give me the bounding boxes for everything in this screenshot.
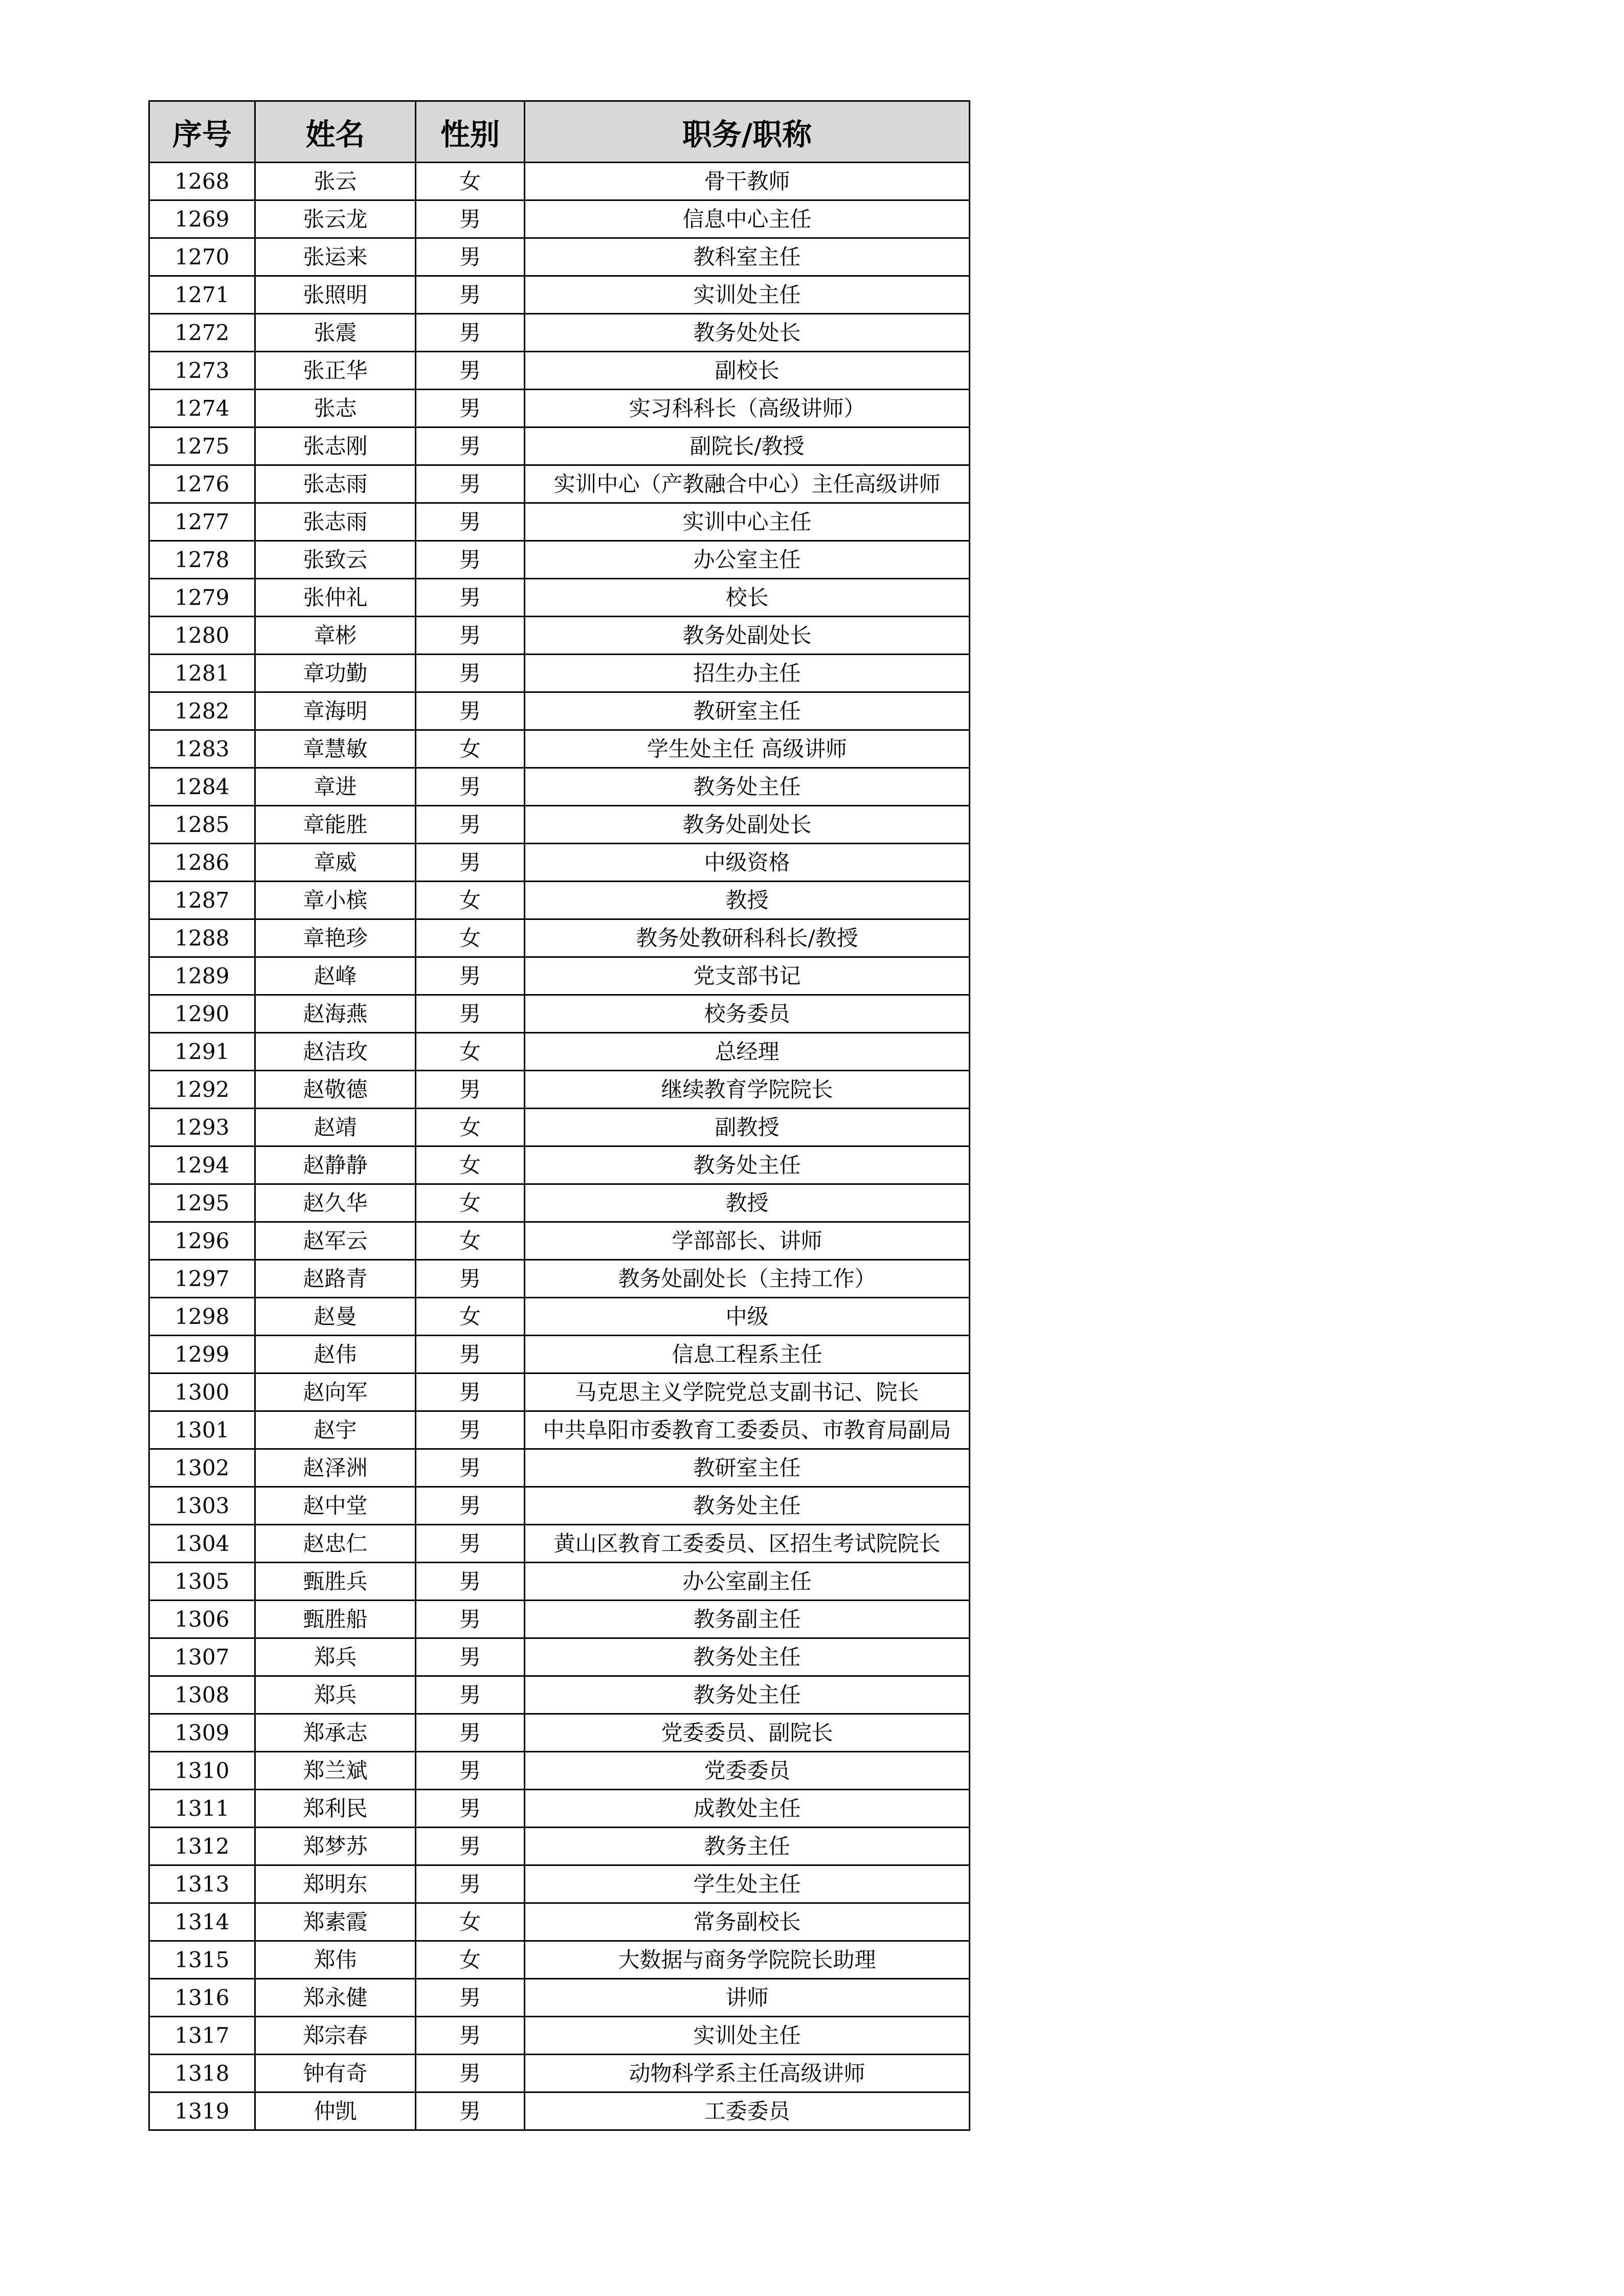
cell-gender: 男: [416, 1336, 525, 1374]
cell-gender: 女: [416, 1109, 525, 1146]
cell-gender: 男: [416, 1449, 525, 1487]
table-row: [149, 768, 970, 806]
cell-number: 1286: [149, 844, 255, 882]
table-row: [149, 1790, 970, 1828]
cell-gender: 女: [416, 1298, 525, 1336]
table-row: [149, 465, 970, 503]
cell-position-title: 教务处主任: [525, 1487, 970, 1525]
cell-name: 郑兵: [255, 1638, 416, 1676]
cell-number: 1300: [149, 1374, 255, 1411]
cell-gender: 男: [416, 1487, 525, 1525]
cell-gender: 男: [416, 957, 525, 995]
cell-name: 郑承志: [255, 1714, 416, 1752]
cell-gender: 男: [416, 617, 525, 655]
table-row: [149, 1714, 970, 1752]
cell-position-title: 实训中心主任: [525, 503, 970, 541]
table-row: [149, 1109, 970, 1146]
cell-name: 赵曼: [255, 1298, 416, 1336]
cell-name: 赵路青: [255, 1260, 416, 1298]
cell-number: 1277: [149, 503, 255, 541]
cell-gender: 男: [416, 995, 525, 1033]
table-row: [149, 1828, 970, 1865]
cell-position-title: 教务处副处长: [525, 806, 970, 844]
cell-position-title: 办公室主任: [525, 541, 970, 579]
cell-name: 章慧敏: [255, 730, 416, 768]
cell-name: 赵泽洲: [255, 1449, 416, 1487]
table-row: [149, 1184, 970, 1222]
cell-gender: 男: [416, 1828, 525, 1865]
cell-gender: 女: [416, 1222, 525, 1260]
cell-name: 郑宗春: [255, 2017, 416, 2055]
cell-gender: 男: [416, 2092, 525, 2130]
cell-gender: 男: [416, 1601, 525, 1638]
cell-position-title: 实习科科长（高级讲师）: [525, 390, 970, 427]
cell-name: 甄胜船: [255, 1601, 416, 1638]
cell-gender: 男: [416, 844, 525, 882]
cell-name: 赵静静: [255, 1146, 416, 1184]
cell-gender: 男: [416, 1676, 525, 1714]
cell-gender: 男: [416, 1563, 525, 1601]
cell-position-title: 中共阜阳市委教育工委委员、市教育局副局: [525, 1411, 970, 1449]
cell-name: 张志刚: [255, 427, 416, 465]
table-body: [149, 163, 970, 2130]
cell-gender: 男: [416, 314, 525, 352]
cell-number: 1282: [149, 692, 255, 730]
cell-number: 1288: [149, 919, 255, 957]
table-row: [149, 1487, 970, 1525]
cell-position-title: 继续教育学院院长: [525, 1071, 970, 1109]
cell-position-title: 党委委员、副院长: [525, 1714, 970, 1752]
cell-number: 1304: [149, 1525, 255, 1563]
cell-number: 1270: [149, 238, 255, 276]
cell-number: 1296: [149, 1222, 255, 1260]
table-row: [149, 1638, 970, 1676]
table-row: [149, 1298, 970, 1336]
cell-position-title: 教务处主任: [525, 1638, 970, 1676]
cell-name: 张云: [255, 163, 416, 200]
table-row: [149, 541, 970, 579]
cell-name: 张志: [255, 390, 416, 427]
cell-number: 1293: [149, 1109, 255, 1146]
cell-number: 1297: [149, 1260, 255, 1298]
cell-number: 1273: [149, 352, 255, 390]
cell-gender: 女: [416, 1903, 525, 1941]
table-row: [149, 390, 970, 427]
cell-number: 1289: [149, 957, 255, 995]
table-header: [149, 101, 970, 163]
cell-gender: 男: [416, 1979, 525, 2017]
cell-name: 赵宇: [255, 1411, 416, 1449]
cell-number: 1287: [149, 882, 255, 919]
cell-name: 章功勤: [255, 655, 416, 692]
cell-gender: 男: [416, 1714, 525, 1752]
cell-gender: 男: [416, 768, 525, 806]
cell-name: 郑兰斌: [255, 1752, 416, 1790]
header-gender: 性别: [416, 101, 525, 163]
table-row: [149, 1033, 970, 1071]
cell-position-title: 教务处副处长: [525, 617, 970, 655]
table-row: [149, 692, 970, 730]
cell-number: 1305: [149, 1563, 255, 1601]
cell-name: 章能胜: [255, 806, 416, 844]
cell-number: 1268: [149, 163, 255, 200]
cell-number: 1318: [149, 2055, 255, 2092]
table-row: [149, 1336, 970, 1374]
cell-gender: 男: [416, 1071, 525, 1109]
cell-name: 张运来: [255, 238, 416, 276]
cell-position-title: 黄山区教育工委委员、区招生考试院院长: [525, 1525, 970, 1563]
cell-name: 章小槟: [255, 882, 416, 919]
cell-position-title: 中级资格: [525, 844, 970, 882]
cell-gender: 女: [416, 1941, 525, 1979]
table-row: [149, 314, 970, 352]
cell-position-title: 教务处主任: [525, 1146, 970, 1184]
cell-number: 1306: [149, 1601, 255, 1638]
table-row: [149, 200, 970, 238]
cell-name: 赵久华: [255, 1184, 416, 1222]
table-row: [149, 2055, 970, 2092]
table-row: [149, 806, 970, 844]
cell-position-title: 招生办主任: [525, 655, 970, 692]
cell-gender: 男: [416, 238, 525, 276]
cell-position-title: 工委委员: [525, 2092, 970, 2130]
cell-name: 赵向军: [255, 1374, 416, 1411]
table-row: [149, 882, 970, 919]
cell-name: 赵靖: [255, 1109, 416, 1146]
cell-gender: 男: [416, 655, 525, 692]
cell-gender: 男: [416, 2017, 525, 2055]
table-row: [149, 1865, 970, 1903]
table-row: [149, 1563, 970, 1601]
cell-position-title: 实训处主任: [525, 276, 970, 314]
cell-gender: 男: [416, 1411, 525, 1449]
cell-number: 1317: [149, 2017, 255, 2055]
cell-position-title: 办公室副主任: [525, 1563, 970, 1601]
cell-position-title: 实训处主任: [525, 2017, 970, 2055]
table-row: [149, 238, 970, 276]
cell-name: 章艳珍: [255, 919, 416, 957]
table-row: [149, 503, 970, 541]
cell-name: 赵海燕: [255, 995, 416, 1033]
table-row: [149, 1374, 970, 1411]
cell-number: 1276: [149, 465, 255, 503]
table-row: [149, 427, 970, 465]
table-row: [149, 1979, 970, 2017]
cell-gender: 男: [416, 1752, 525, 1790]
cell-position-title: 教务处处长: [525, 314, 970, 352]
cell-name: 郑永健: [255, 1979, 416, 2017]
table-row: [149, 1071, 970, 1109]
cell-name: 郑素霞: [255, 1903, 416, 1941]
cell-gender: 男: [416, 465, 525, 503]
table-row: [149, 1411, 970, 1449]
cell-position-title: 党委委员: [525, 1752, 970, 1790]
cell-name: 章进: [255, 768, 416, 806]
cell-position-title: 教务副主任: [525, 1601, 970, 1638]
cell-number: 1281: [149, 655, 255, 692]
cell-position-title: 大数据与商务学院院长助理: [525, 1941, 970, 1979]
cell-gender: 男: [416, 1525, 525, 1563]
cell-position-title: 副校长: [525, 352, 970, 390]
table-row: [149, 730, 970, 768]
table-row: [149, 2092, 970, 2130]
cell-gender: 女: [416, 919, 525, 957]
cell-name: 赵敬德: [255, 1071, 416, 1109]
header-row: [149, 101, 970, 163]
cell-number: 1298: [149, 1298, 255, 1336]
table-row: [149, 1752, 970, 1790]
cell-name: 郑伟: [255, 1941, 416, 1979]
cell-number: 1278: [149, 541, 255, 579]
cell-gender: 女: [416, 1146, 525, 1184]
table-row: [149, 1260, 970, 1298]
cell-gender: 男: [416, 1638, 525, 1676]
cell-gender: 男: [416, 1790, 525, 1828]
cell-gender: 男: [416, 352, 525, 390]
table-row: [149, 617, 970, 655]
cell-position-title: 学生处主任: [525, 1865, 970, 1903]
cell-position-title: 教授: [525, 882, 970, 919]
cell-name: 张志雨: [255, 503, 416, 541]
cell-name: 赵洁玫: [255, 1033, 416, 1071]
cell-gender: 男: [416, 692, 525, 730]
cell-gender: 男: [416, 200, 525, 238]
cell-position-title: 成教处主任: [525, 1790, 970, 1828]
cell-name: 张正华: [255, 352, 416, 390]
header-name: 姓名: [255, 101, 416, 163]
cell-gender: 女: [416, 1033, 525, 1071]
table-row: [149, 1601, 970, 1638]
cell-position-title: 教务处主任: [525, 1676, 970, 1714]
cell-number: 1309: [149, 1714, 255, 1752]
cell-position-title: 实训中心（产教融合中心）主任高级讲师: [525, 465, 970, 503]
cell-name: 张震: [255, 314, 416, 352]
cell-position-title: 副教授: [525, 1109, 970, 1146]
cell-name: 张云龙: [255, 200, 416, 238]
cell-position-title: 常务副校长: [525, 1903, 970, 1941]
cell-name: 章海明: [255, 692, 416, 730]
cell-name: 赵峰: [255, 957, 416, 995]
cell-gender: 男: [416, 2055, 525, 2092]
cell-position-title: 马克思主义学院党总支副书记、院长: [525, 1374, 970, 1411]
cell-name: 赵中堂: [255, 1487, 416, 1525]
cell-gender: 男: [416, 579, 525, 617]
cell-position-title: 信息工程系主任: [525, 1336, 970, 1374]
cell-gender: 女: [416, 163, 525, 200]
cell-number: 1283: [149, 730, 255, 768]
cell-gender: 女: [416, 882, 525, 919]
cell-number: 1307: [149, 1638, 255, 1676]
cell-position-title: 学部部长、讲师: [525, 1222, 970, 1260]
cell-position-title: 党支部书记: [525, 957, 970, 995]
table-row: [149, 844, 970, 882]
cell-name: 赵军云: [255, 1222, 416, 1260]
cell-name: 甄胜兵: [255, 1563, 416, 1601]
table-row: [149, 919, 970, 957]
cell-number: 1311: [149, 1790, 255, 1828]
table-row: [149, 352, 970, 390]
table-row: [149, 1525, 970, 1563]
cell-name: 钟有奇: [255, 2055, 416, 2092]
cell-position-title: 中级: [525, 1298, 970, 1336]
cell-position-title: 教务主任: [525, 1828, 970, 1865]
cell-name: 仲凯: [255, 2092, 416, 2130]
cell-number: 1290: [149, 995, 255, 1033]
cell-gender: 男: [416, 427, 525, 465]
cell-number: 1299: [149, 1336, 255, 1374]
cell-name: 郑明东: [255, 1865, 416, 1903]
cell-gender: 女: [416, 1184, 525, 1222]
cell-gender: 男: [416, 1260, 525, 1298]
table-row: [149, 655, 970, 692]
cell-name: 赵伟: [255, 1336, 416, 1374]
cell-number: 1294: [149, 1146, 255, 1184]
cell-number: 1269: [149, 200, 255, 238]
cell-name: 张致云: [255, 541, 416, 579]
cell-position-title: 信息中心主任: [525, 200, 970, 238]
header-number: 序号: [149, 101, 255, 163]
cell-position-title: 校长: [525, 579, 970, 617]
cell-number: 1271: [149, 276, 255, 314]
cell-number: 1308: [149, 1676, 255, 1714]
cell-position-title: 教务处主任: [525, 768, 970, 806]
cell-number: 1284: [149, 768, 255, 806]
table-row: [149, 1449, 970, 1487]
cell-gender: 男: [416, 541, 525, 579]
cell-number: 1279: [149, 579, 255, 617]
cell-number: 1310: [149, 1752, 255, 1790]
cell-number: 1302: [149, 1449, 255, 1487]
cell-position-title: 教研室主任: [525, 692, 970, 730]
table-row: [149, 1222, 970, 1260]
cell-position-title: 教授: [525, 1184, 970, 1222]
cell-gender: 男: [416, 503, 525, 541]
table-row: [149, 2017, 970, 2055]
table-row: [149, 579, 970, 617]
cell-gender: 男: [416, 1374, 525, 1411]
cell-position-title: 教务处教研科科长/教授: [525, 919, 970, 957]
cell-name: 郑利民: [255, 1790, 416, 1828]
staff-table: [148, 100, 970, 2131]
cell-number: 1313: [149, 1865, 255, 1903]
cell-position-title: 讲师: [525, 1979, 970, 2017]
table-row: [149, 1941, 970, 1979]
cell-name: 张志雨: [255, 465, 416, 503]
cell-position-title: 学生处主任 高级讲师: [525, 730, 970, 768]
cell-gender: 男: [416, 276, 525, 314]
cell-position-title: 教科室主任: [525, 238, 970, 276]
cell-number: 1280: [149, 617, 255, 655]
cell-number: 1312: [149, 1828, 255, 1865]
cell-number: 1301: [149, 1411, 255, 1449]
cell-position-title: 副院长/教授: [525, 427, 970, 465]
table-row: [149, 995, 970, 1033]
cell-name: 章彬: [255, 617, 416, 655]
table-row: [149, 1676, 970, 1714]
cell-position-title: 骨干教师: [525, 163, 970, 200]
cell-name: 章威: [255, 844, 416, 882]
cell-gender: 男: [416, 806, 525, 844]
cell-position-title: 教研室主任: [525, 1449, 970, 1487]
cell-number: 1292: [149, 1071, 255, 1109]
cell-number: 1291: [149, 1033, 255, 1071]
cell-name: 郑兵: [255, 1676, 416, 1714]
cell-position-title: 总经理: [525, 1033, 970, 1071]
cell-number: 1274: [149, 390, 255, 427]
header-position-title: 职务/职称: [525, 101, 970, 163]
table-row: [149, 163, 970, 200]
cell-name: 张仲礼: [255, 579, 416, 617]
cell-number: 1316: [149, 1979, 255, 2017]
cell-number: 1272: [149, 314, 255, 352]
cell-number: 1319: [149, 2092, 255, 2130]
cell-number: 1315: [149, 1941, 255, 1979]
table-row: [149, 1903, 970, 1941]
table-row: [149, 957, 970, 995]
cell-name: 张照明: [255, 276, 416, 314]
cell-gender: 男: [416, 390, 525, 427]
cell-gender: 女: [416, 730, 525, 768]
table-row: [149, 1146, 970, 1184]
cell-gender: 男: [416, 1865, 525, 1903]
cell-name: 郑梦苏: [255, 1828, 416, 1865]
cell-number: 1285: [149, 806, 255, 844]
cell-number: 1303: [149, 1487, 255, 1525]
cell-name: 赵忠仁: [255, 1525, 416, 1563]
table-row: [149, 276, 970, 314]
cell-position-title: 校务委员: [525, 995, 970, 1033]
cell-number: 1275: [149, 427, 255, 465]
cell-number: 1314: [149, 1903, 255, 1941]
cell-position-title: 教务处副处长（主持工作）: [525, 1260, 970, 1298]
cell-position-title: 动物科学系主任高级讲师: [525, 2055, 970, 2092]
cell-number: 1295: [149, 1184, 255, 1222]
